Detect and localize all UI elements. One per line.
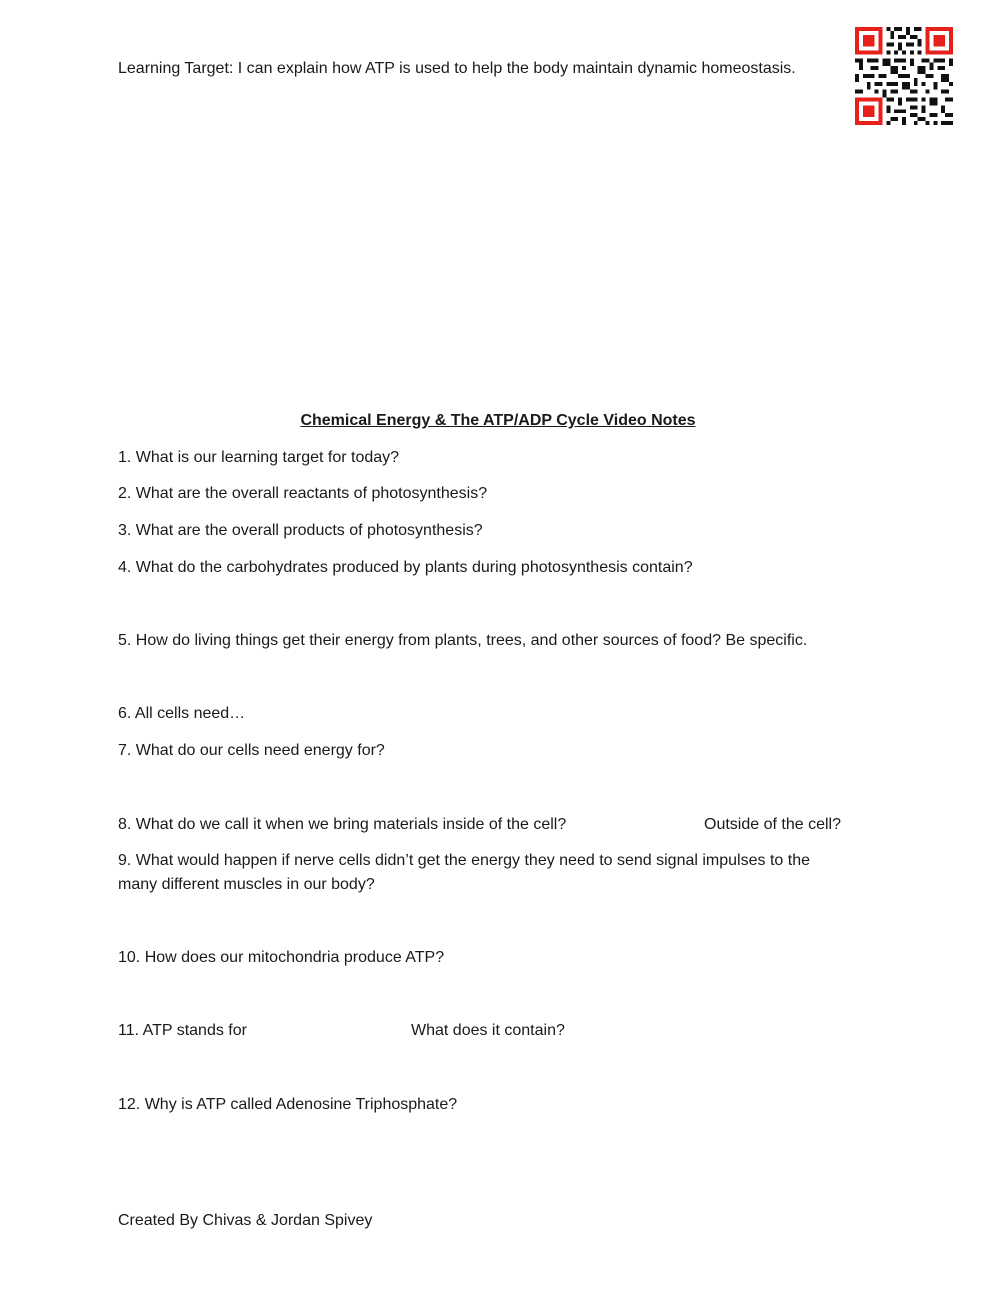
question-8-outside: Outside of the cell? [704, 816, 841, 833]
question-7: 7. What do our cells need energy for? [118, 742, 385, 759]
qr-code-icon [855, 27, 953, 125]
question-4: 4. What do the carbohydrates produced by plants during photosynthesis contain? [118, 559, 693, 576]
worksheet-title: Chemical Energy & The ATP/ADP Cycle Video Notes [300, 412, 696, 429]
question-9-continued: many different muscles in our body? [118, 876, 375, 893]
question-11-contain: What does it contain? [411, 1022, 565, 1039]
question-8: 8. What do we call it when we bring materials inside of the cell? [118, 816, 567, 833]
question-5: 5. How do living things get their energy from plants, trees, and other sources of food? Be specific. [118, 632, 808, 649]
footer-credit: Created By Chivas & Jordan Spivey [118, 1212, 373, 1229]
question-10: 10. How does our mitochondria produce ATP? [118, 949, 445, 966]
question-11: 11. ATP stands for [118, 1022, 247, 1039]
learning-target: Learning Target: I can explain how ATP is used to help the body maintain dynamic homeostasis. [118, 60, 796, 77]
question-6: 6. All cells need… [118, 705, 246, 722]
question-2: 2. What are the overall reactants of photosynthesis? [118, 485, 488, 502]
question-1: 1. What is our learning target for today? [118, 449, 400, 466]
question-3: 3. What are the overall products of photosynthesis? [118, 522, 483, 539]
question-9: 9. What would happen if nerve cells didn’t get the energy they need to send signal impulses to the [118, 852, 810, 869]
question-12: 12. Why is ATP called Adenosine Triphosphate? [118, 1096, 458, 1113]
